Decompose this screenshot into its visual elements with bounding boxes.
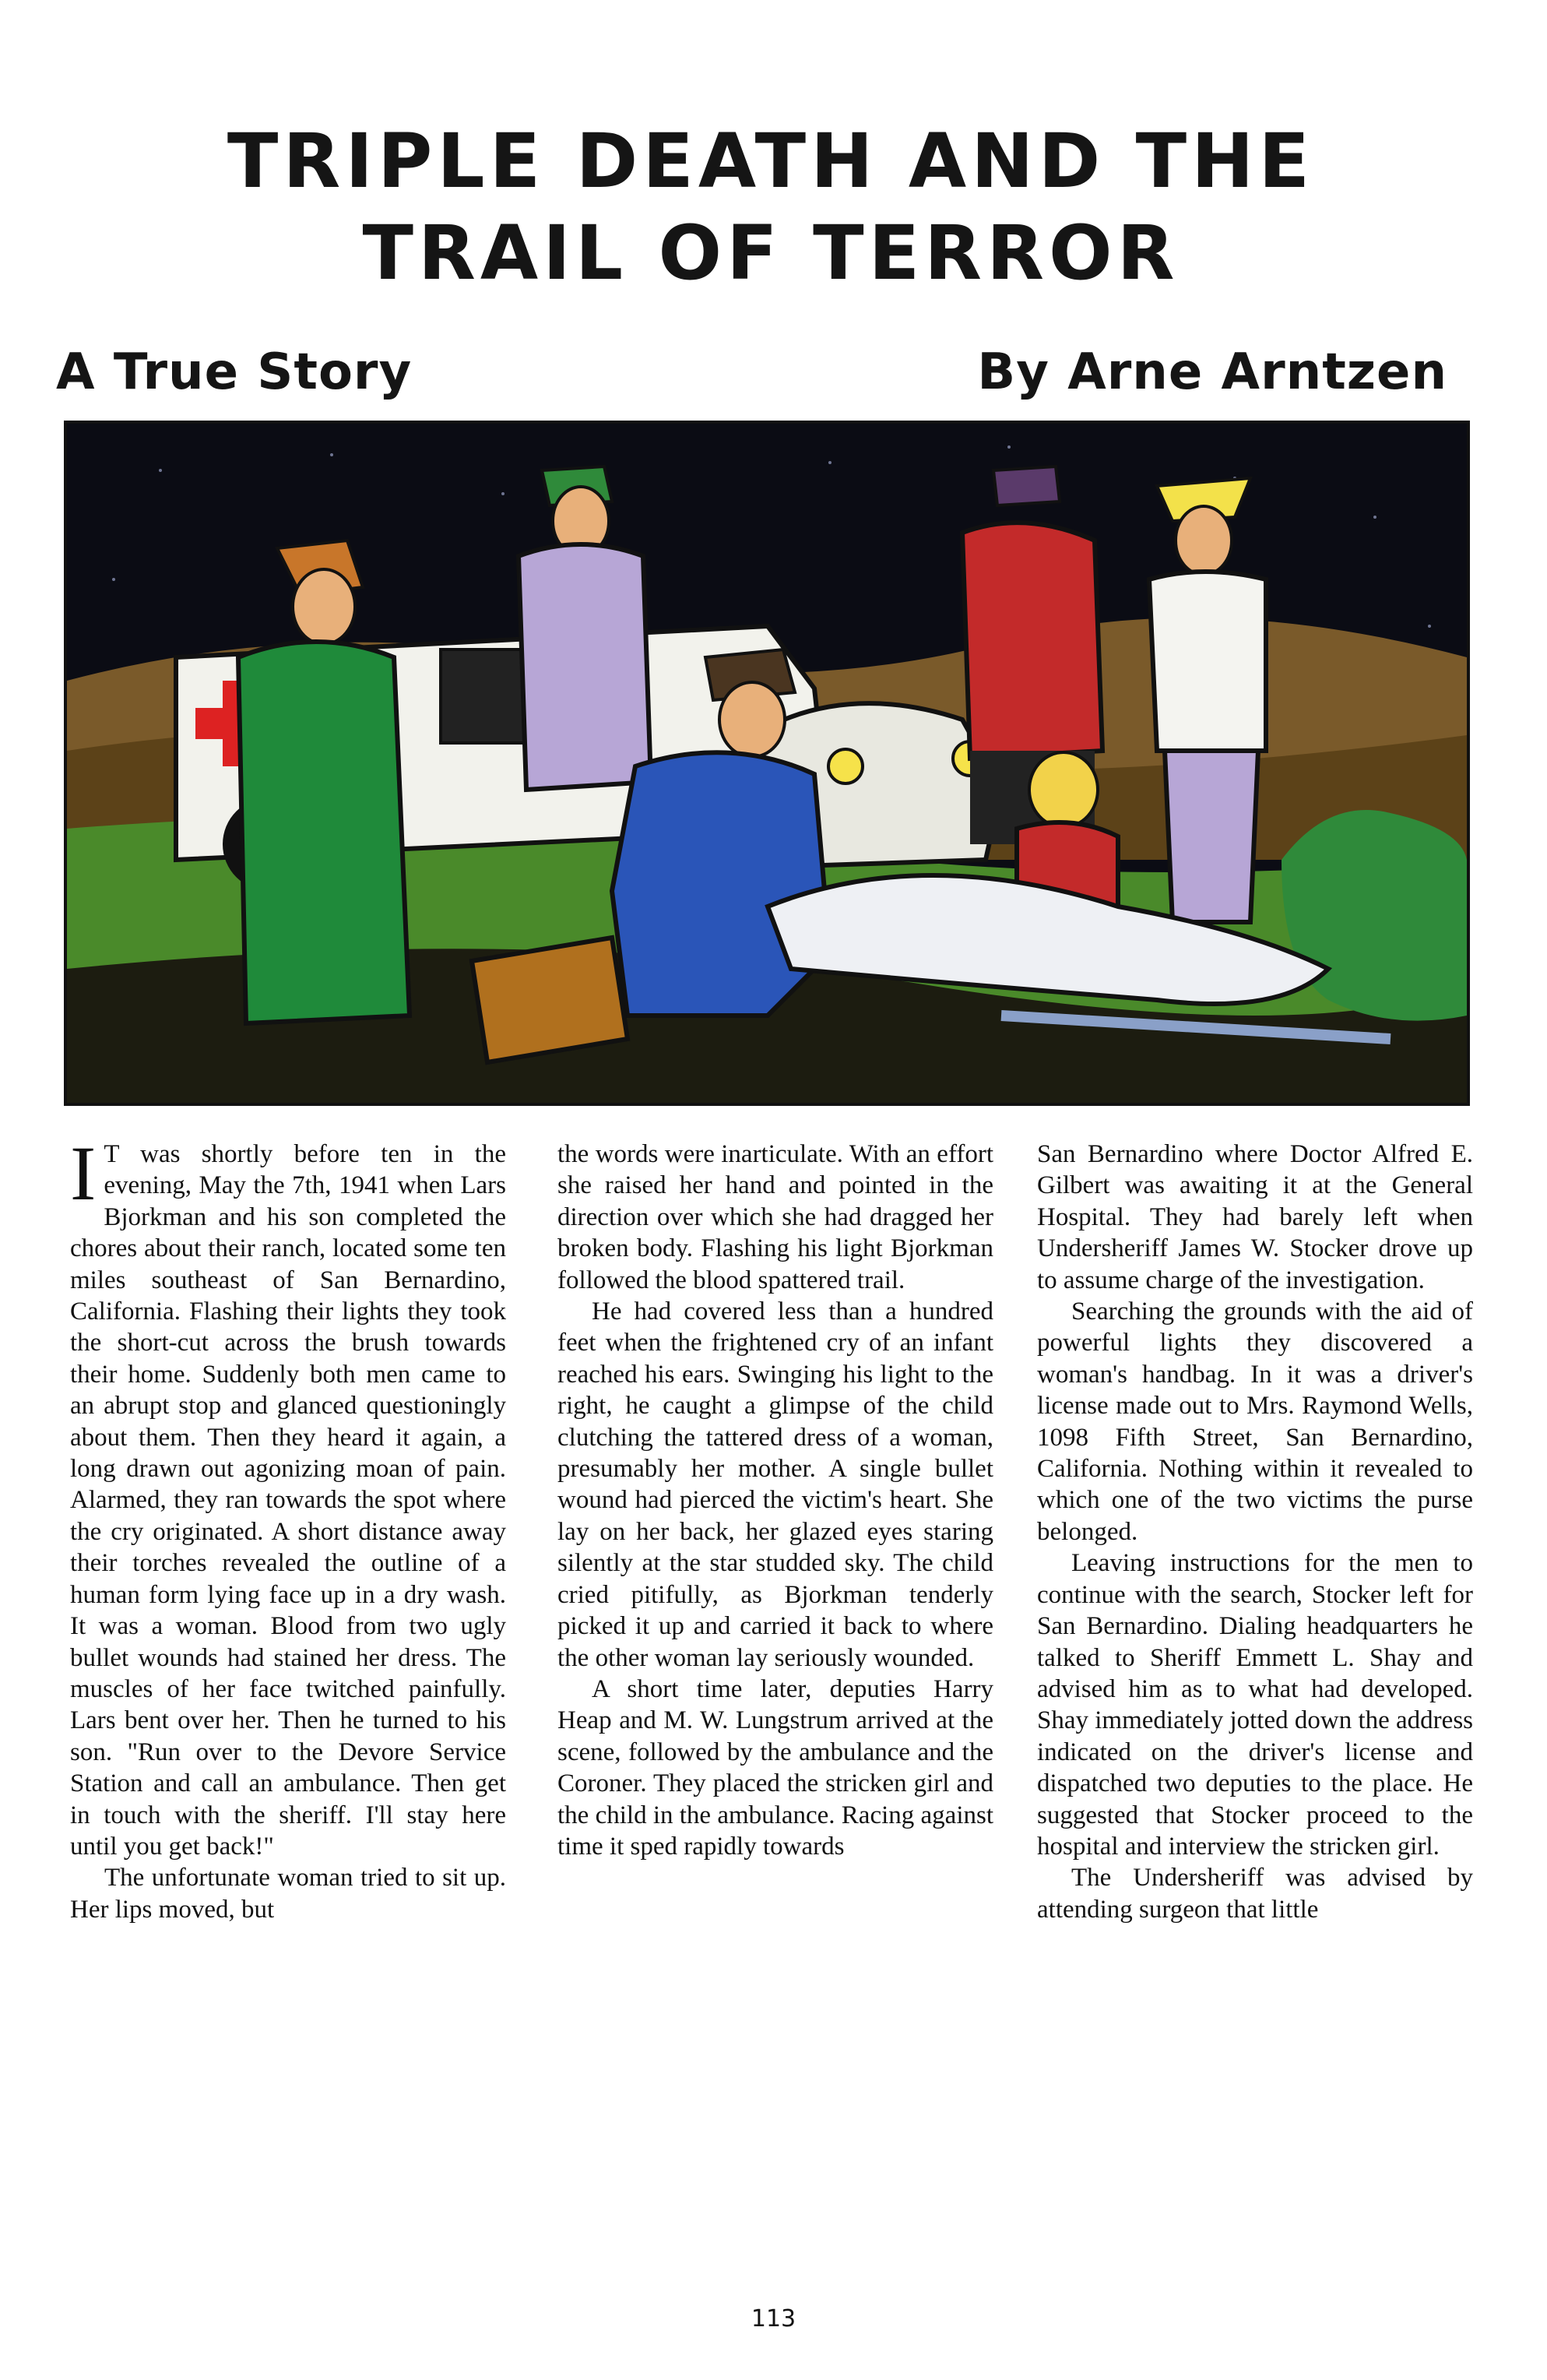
paragraph-9: The Undersheriff was advised by attending surgeon that little [1037, 1864, 1473, 1924]
drop-cap: I [70, 1130, 97, 1216]
subtitle-true-story: A True Story [56, 343, 413, 401]
article-column-3 [1037, 1139, 1473, 2213]
crime-scene-illustration [64, 421, 1470, 1106]
paragraph-5: A short time later, deputies Harry Heap and M. W. Lungstrum arrived at the scene, followed by the ambulance and the Coroner. They placed the stricken girl and the child in the ambulance. Racing against time it sped rapidly towards [557, 1674, 993, 1861]
article-column-2 [557, 1139, 993, 2213]
story-title [117, 115, 1425, 299]
paragraph-6: San Bernardino where Doctor Alfred E. Gilbert was awaiting it at the General Hospital. They had barely left when Undersheriff James W. Stocker drove up to assume charge of the investigation. [1037, 1140, 1473, 1294]
paragraph-4: He had covered less than a hundred feet when the frightened cry of an infant reached his ears. Swinging his light to the right, he caught a glimpse of the child clutching the tattered dress of a woman, presumably her mother. A single bullet wound had pierced the victim's heart. She lay on her back, her glazed eyes staring silently at the star studded sky. The child cried pitifully, as Bjorkman tenderly picked it up and carried it back to where the other woman lay seriously wounded. [557, 1297, 993, 1672]
page-number: 113 [751, 2305, 796, 2332]
paragraph-8: Leaving instructions for the men to continue with the search, Stocker left for San Bernardino. Dialing headquarters he talked to Sheriff Emmett L. Shay and advised him as to what had developed. Shay immediately jotted down the address indicated on the driver's license and dispatched two deputies to the place. He suggested that Stocker proceed to the hospital and interview the stricken girl. [1037, 1549, 1473, 1861]
title-line-1: TRIPLE DEATH AND THE [227, 118, 1315, 205]
paragraph-7: Searching the grounds with the aid of powerful lights they discovered a woman's handbag. In it was a driver's license made out to Mrs. Raymond Wells, 1098 Fifth Street, San Bernardino, California. Nothing within it revealed to which one of the two victims the purse belonged. [1037, 1297, 1473, 1546]
title-line-2: TRAIL OF TERROR [362, 209, 1180, 297]
paragraph-2: The unfortunate woman tried to sit up. Her lips moved, but [70, 1864, 506, 1924]
paragraph-1 [70, 1130, 506, 1862]
paragraph-3: the words were inarticulate. With an effort she raised her hand and pointed in the direction over which she had dragged her broken body. Flashing his light Bjorkman followed the blood spattered trail. [557, 1140, 993, 1294]
author-byline: By Arne Arntzen [977, 343, 1447, 401]
paragraph-1-text: T was shortly before ten in the evening, May the 7th, 1941 when Lars Bjorkman and his son completed the chores about their ranch, located some ten miles southeast of San Bernardino, California. Flashing their lights they took the short-cut across the brush towards their home. Suddenly both men came to an abrupt stop and glanced questioningly about them. Then they heard it again, a long drawn out agonizing moan of pain. Alarmed, they ran towards the spot where the cry originated. A short distance away their torches revealed the outline of a human form lying face up in a dry wash. It was a woman. Blood from two ugly bullet wounds had stained her dress. The muscles of her face twitched painfully. Lars bent over her. Then he turned to his son. "Run over to the Devore Service Station and call an ambulance. Then get in touch with the sheriff. I'll stay here until you get back!" [70, 1140, 506, 1861]
article-column-1 [70, 1130, 506, 2213]
